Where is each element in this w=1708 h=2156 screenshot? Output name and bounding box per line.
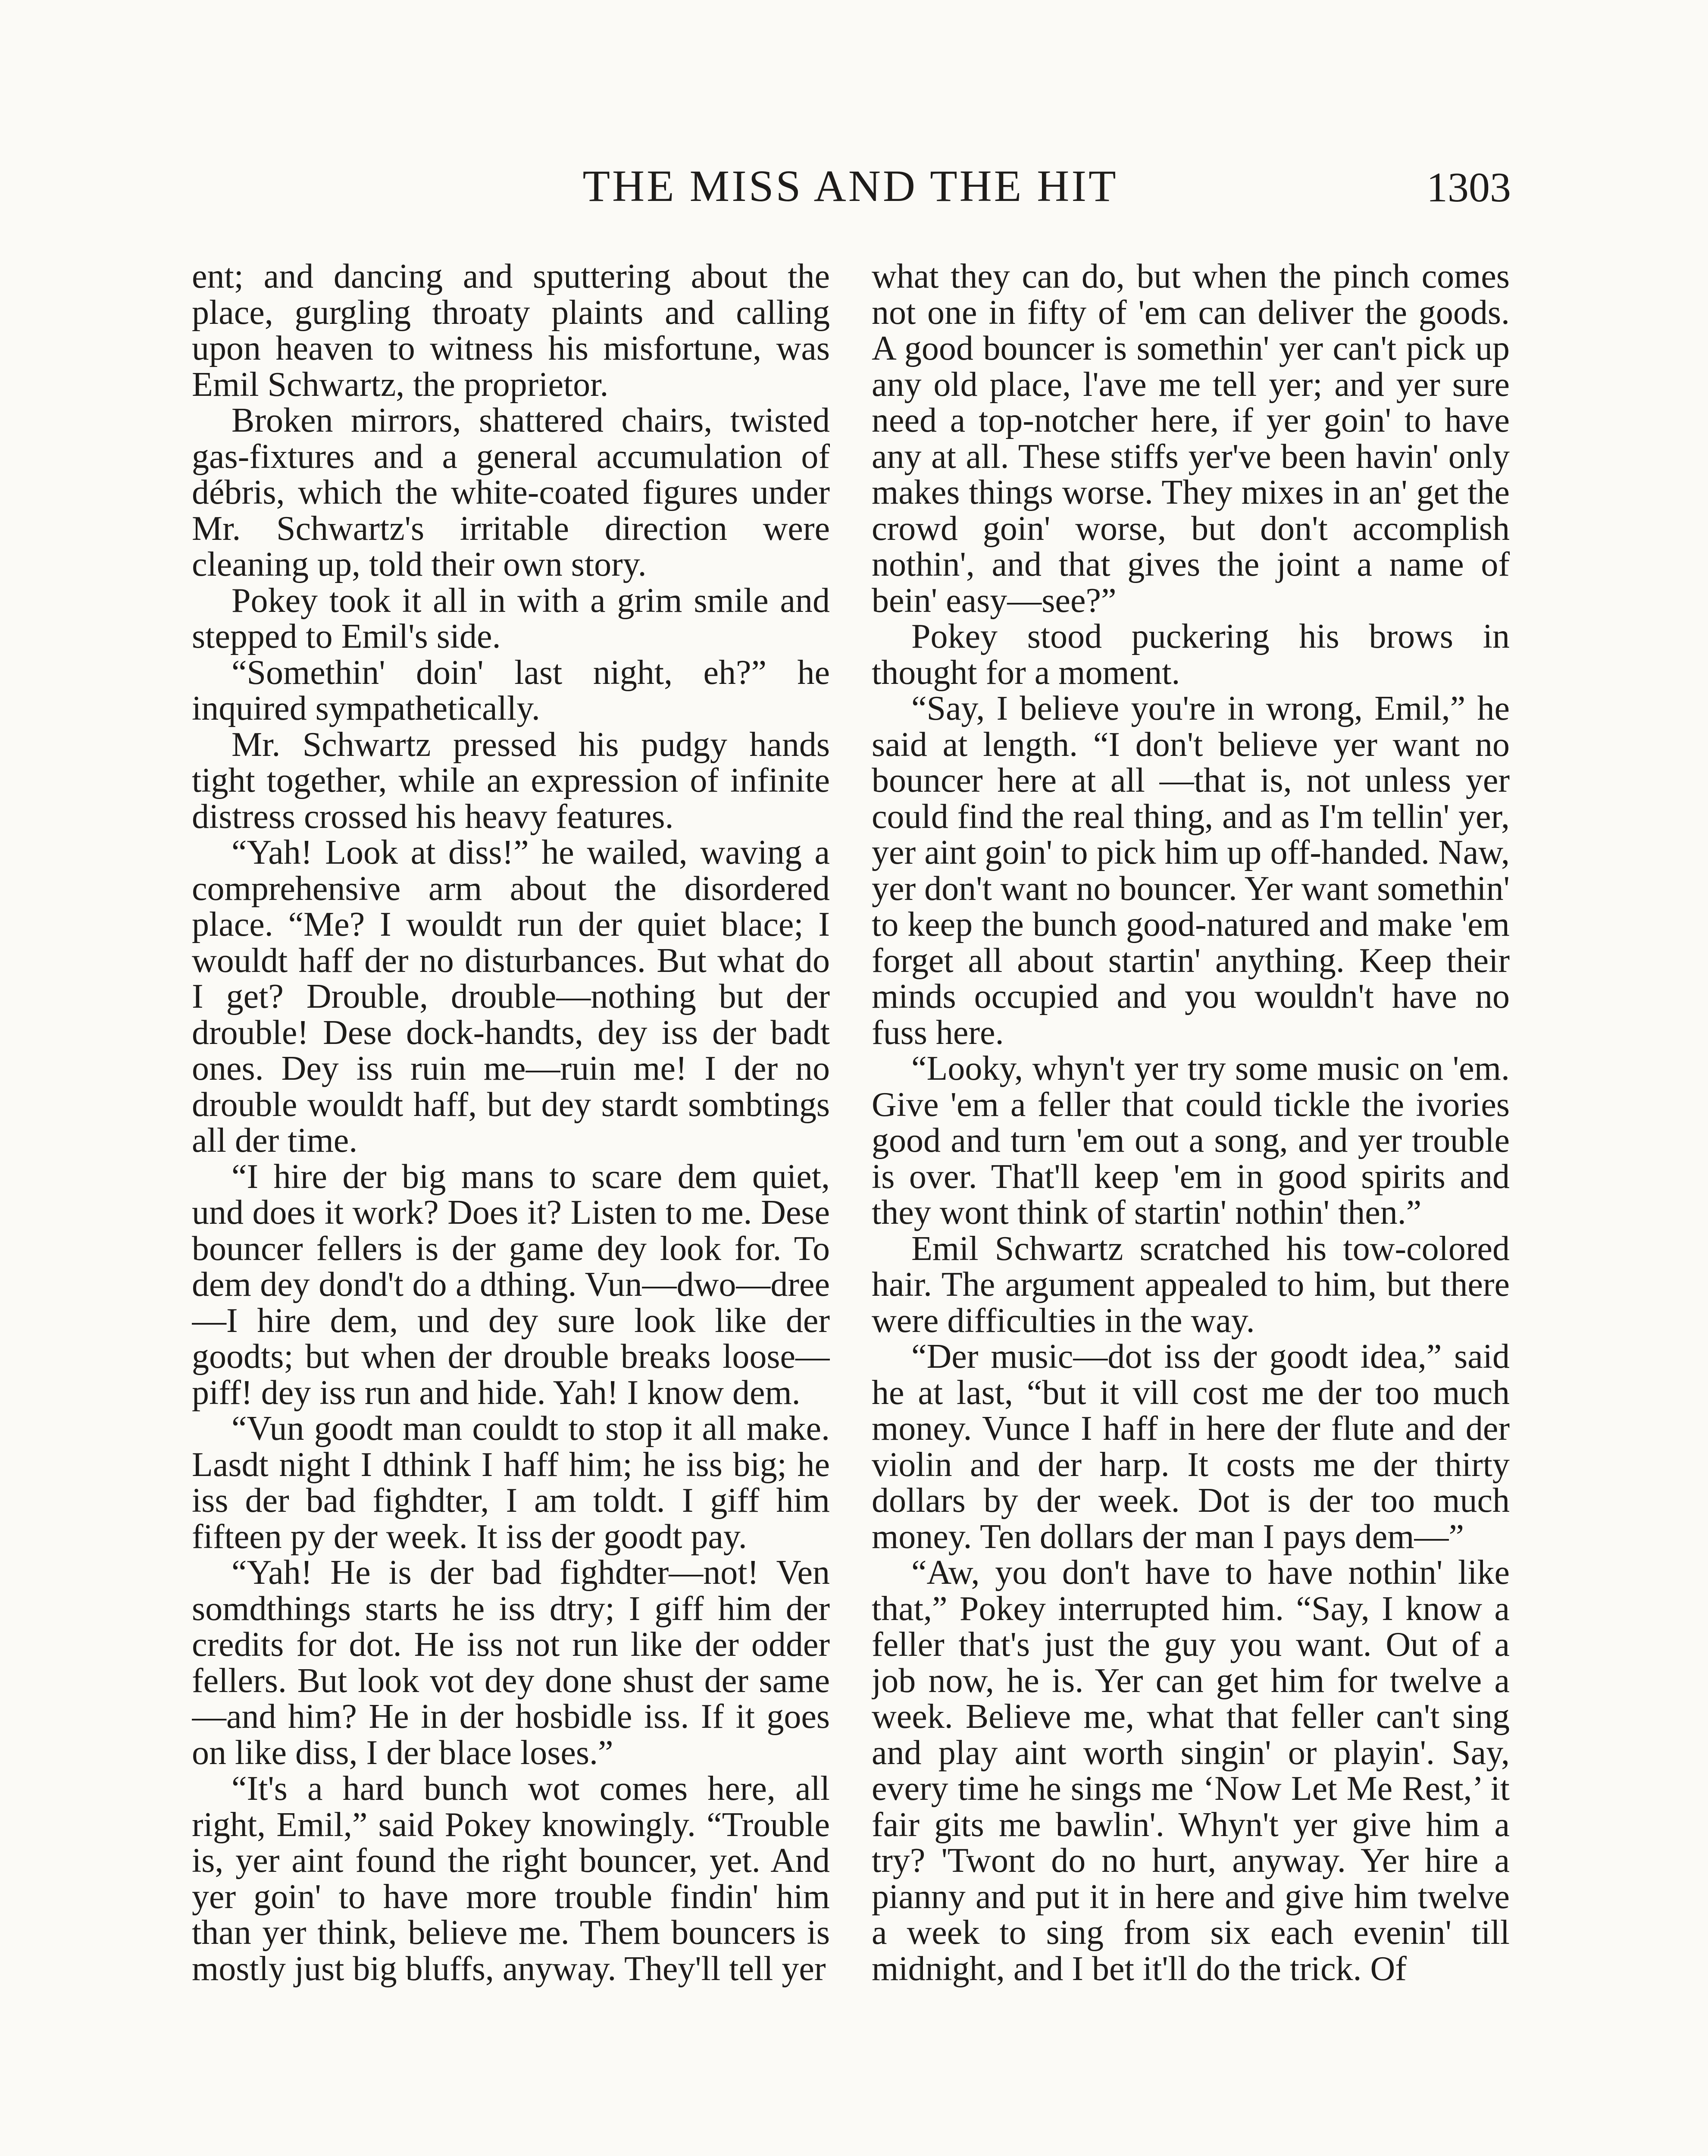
left-column [192, 259, 830, 2156]
paragraph: “Der music—dot iss der goodt idea,” said he at last, “but it vill cost me der too much money. Vunce I haff in here der flute and der violin and der harp. It costs me der thirty dollars by der week. Dot is der too much money. Ten dollars der man I pays dem—” [872, 1338, 1510, 1556]
page-number: 1303 [1426, 164, 1511, 211]
paragraph: ent; and dancing and sputtering about the place, gurgling throaty plaints and calling upon heaven to witness his misfortune, was Emil Schwartz, the proprietor. [192, 259, 830, 404]
paragraph: “Yah! He is der bad fighdter—not! Ven somdthings starts he iss dtry; I giff him der credits for dot. He iss not run like der odder fellers. But look vot dey done shust der same—and him? He in der hosbidle iss. If it goes on like diss, I der blace loses.” [192, 1554, 830, 1772]
paragraph: Mr. Schwartz pressed his pudgy hands tight together, while an expression of infinite distress crossed his heavy features. [192, 725, 830, 836]
right-column [872, 259, 1510, 2156]
paragraph: Broken mirrors, shattered chairs, twisted gas-fixtures and a general accumulation of débris, which the white-coated figures under Mr. Schwartz's irritable direction were cleaning up, told their own story. [192, 401, 830, 583]
running-title: THE MISS AND THE HIT [582, 161, 1118, 211]
paragraph: “I hire der big mans to scare dem quiet, und does it work? Does it? Listen to me. Dese bouncer fellers is der game dey look for. To dem dey dond't do a dthing. Vun—dwo—dree —I hire dem, und dey sure look like der goodts; but when der drouble breaks loose—piff! dey iss run and hide. Yah! I know dem. [192, 1157, 830, 1412]
paragraph: “Say, I believe you're in wrong, Emil,” he said at length. “I don't believe yer want no bouncer here at all —that is, not unless yer could find the real thing, and as I'm tellin' yer, yer aint goin' to pick him up off-handed. Naw, yer don't want no bouncer. Yer want somethin' to keep the bunch good-natured and make 'em forget all about startin' anything. Keep their minds occupied and you wouldn't have no fuss here. [872, 689, 1510, 1052]
paragraph: Emil Schwartz scratched his tow-colored hair. The argument appealed to him, but there were difficulties in the way. [872, 1229, 1510, 1340]
paragraph: “Aw, you don't have to have nothin' like that,” Pokey interrupted him. “Say, I know a feller that's just the guy you want. Out of a job now, he is. Yer can get him for twelve a week. Believe me, what that feller can't sing and play aint worth singin' or playin'. Say, every time he sings me ‘Now Let Me Rest,’ it fair gits me bawlin'. Whyn't yer give him a try? 'Twont do no hurt, anyway. Yer hire a pianny and put it in here and give him twelve a week to sing from six each evenin' till midnight, and I bet it'll do the trick. Of [872, 1554, 1510, 1988]
paragraph: “Vun goodt man couldt to stop it all make. Lasdt night I dthink I haff him; he iss big; he iss der bad fighdter, I am toldt. I giff him fifteen py der week. It iss der goodt pay. [192, 1410, 830, 1556]
paragraph: “It's a hard bunch wot comes here, all right, Emil,” said Pokey knowingly. “Trouble is, yer aint found the right bouncer, yet. And yer goin' to have more trouble findin' him than yer think, believe me. Them bouncers is mostly just big bluffs, anyway. They'll tell yer [192, 1770, 830, 1988]
paragraph: Pokey stood puckering his brows in thought for a moment. [872, 617, 1510, 692]
paragraph: what they can do, but when the pinch comes not one in fifty of 'em can deliver the goods. A good bouncer is somethin' yer can't pick up any old place, l'ave me tell yer; and yer sure need a top-notcher here, if yer goin' to have any at all. These stiffs yer've been havin' only makes things worse. They mixes in an' get the crowd goin' worse, but don't accomplish nothin', and that gives the joint a name of bein' easy—see?” [872, 259, 1510, 620]
paragraph: “Somethin' doin' last night, eh?” he inquired sympathetically. [192, 653, 830, 727]
paragraph: “Looky, whyn't yer try some music on 'em. Give 'em a feller that could tickle the ivories good and turn 'em out a song, and yer trouble is over. That'll keep 'em in good spirits and they wont think of startin' nothin' then.” [872, 1050, 1510, 1232]
page-header [190, 161, 1511, 233]
paragraph: “Yah! Look at diss!” he wailed, waving a comprehensive arm about the disordered place. “Me? I wouldt run der quiet blace; I wouldt haff der no disturbances. But what do I get? Drouble, drouble—nothing but der drouble! Dese dock-handts, dey iss der badt ones. Dey iss ruin me—ruin me! I der no drouble wouldt haff, but dey stardt sombtings all der time. [192, 834, 830, 1159]
paragraph: Pokey took it all in with a grim smile and stepped to Emil's side. [192, 581, 830, 655]
